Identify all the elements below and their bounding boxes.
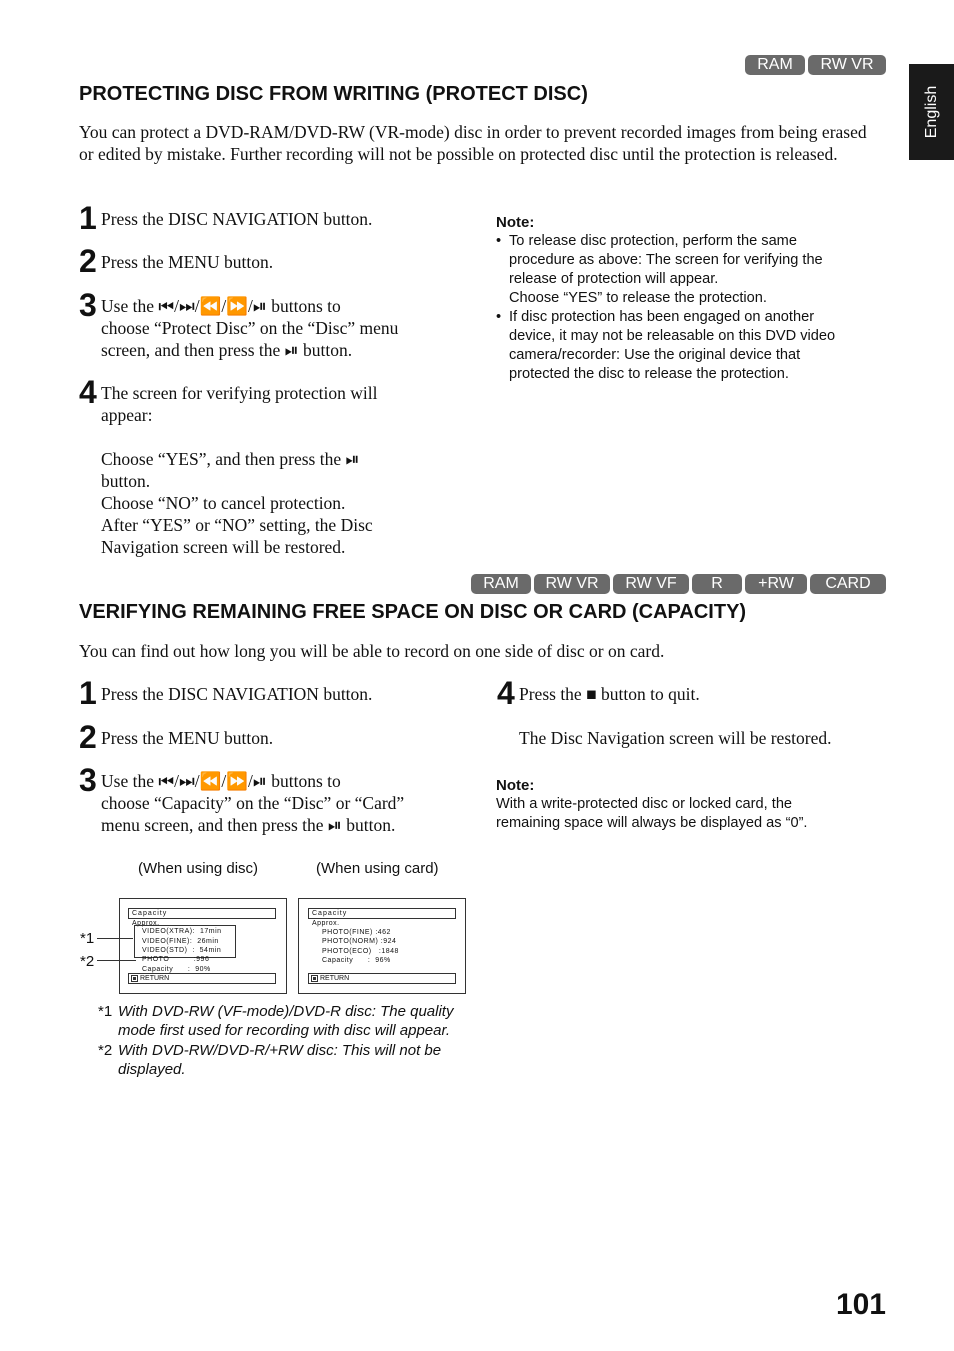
badge-rw-vr: RW VR: [534, 574, 610, 594]
step-text: Press the DISC NAVIGATION button.: [101, 684, 373, 704]
screen-line: VIDEO(XTRA): 17min: [142, 928, 222, 935]
return-label: RETURN: [320, 975, 350, 982]
step-text: The screen for verifying protection will appear: Choose “YES”, and then press the ⏯ button. Choose “NO” to cancel protection. After “YES” or “NO” setting, the Disc Navigation screen will be restored.: [101, 383, 378, 557]
section-heading: PROTECTING DISC FROM WRITING (PROTECT DISC): [79, 83, 588, 105]
step-text: Press the ■ button to quit.: [519, 684, 700, 704]
note-box: [496, 776, 876, 833]
footnote-text: With DVD-RW/DVD-R/+RW disc: This will not be displayed.: [118, 1042, 442, 1078]
return-bar: [128, 973, 276, 984]
media-type-badges: [471, 574, 886, 594]
callout-2: *2: [80, 953, 95, 970]
note-item: • If disc protection has been engaged on another device, it may not be releasable on this DVD video camera/recorder: Use the original device that protected the disc to release the protection.: [496, 308, 876, 384]
section-heading: VERIFYING REMAINING FREE SPACE ON DISC OR CARD (CAPACITY): [79, 601, 747, 623]
screen-line: PHOTO(NORM) :924: [322, 938, 397, 945]
screen-line: Capacity : 96%: [322, 957, 391, 964]
step-number: 2: [79, 243, 97, 279]
step-number: 3: [79, 762, 97, 798]
step-text: Press the DISC NAVIGATION button.: [101, 209, 373, 229]
intro-paragraph: You can protect a DVD-RAM/DVD-RW (VR-mode) disc in order to prevent recorded images from being erased or edited by mistake. Further recording will not be possible on protected disc until the protection is released.: [79, 122, 867, 164]
screen-line: PHOTO(ECO) :1848: [322, 947, 399, 955]
language-tab-label: English: [922, 85, 940, 139]
intro-paragraph: You can find out how long you will be able to record on one side of disc or on card.: [79, 641, 665, 661]
badge-plus-rw: +RW: [745, 574, 807, 594]
note-title: Note:: [496, 777, 535, 794]
step-text: Press the MENU button.: [101, 252, 274, 272]
screen-title: Capacity: [128, 908, 276, 919]
note-item: • To release disc protection, perform the same procedure as above: The screen for verifying the release of protection will appear. Choose “YES” to release the protection.: [496, 232, 876, 308]
caption-disc: (When using disc): [138, 860, 259, 877]
step-number: 1: [79, 200, 97, 236]
return-bar: [308, 973, 456, 984]
note-list: [496, 232, 876, 384]
screen-title: Capacity: [308, 908, 456, 919]
badge-ram: RAM: [745, 55, 805, 75]
footnote-text: With DVD-RW (VF-mode)/DVD-R disc: The quality mode first used for recording with disc will appear.: [118, 1003, 454, 1039]
step-text: Use the ⏮/⏭/⏪/⏩/⏯ buttons to choose “Capacity” on the “Disc” or “Card” menu screen, and then press the ⏯ button.: [101, 771, 405, 835]
step-number: 4: [79, 374, 97, 410]
step-number: 1: [79, 675, 97, 711]
capacity-screen-disc: [119, 898, 287, 994]
badge-rw-vr: RW VR: [808, 55, 886, 75]
screen-line: PHOTO(FINE) :462: [322, 928, 391, 936]
return-label: RETURN: [140, 975, 170, 982]
badge-card: CARD: [810, 574, 886, 594]
screen-approx: Approx.: [132, 920, 160, 927]
step-text: Use the ⏮/⏭/⏪/⏩/⏯ buttons to choose “Protect Disc” on the “Disc” menu screen, and then press the ⏯ button.: [101, 296, 399, 360]
step-number: 3: [79, 287, 97, 323]
page-number: 101: [835, 1288, 886, 1321]
callout-1-leader: [97, 938, 133, 939]
callout-1: *1: [80, 930, 95, 947]
badge-rw-vf: RW VF: [613, 574, 689, 594]
return-icon: [311, 975, 318, 982]
screen-line: VIDEO(FINE): 26min: [142, 937, 219, 945]
screen-approx: Approx.: [312, 920, 340, 927]
caption-card: (When using card): [316, 860, 439, 877]
footnote-1: [98, 1002, 478, 1042]
step-number: 2: [79, 719, 97, 755]
step-subtext: The Disc Navigation screen will be restored.: [519, 728, 832, 748]
step-text: Press the MENU button.: [101, 728, 274, 748]
note-text: With a write-protected disc or locked card, the remaining space will always be displayed as “0”.: [496, 796, 808, 831]
screen-line: Capacity : 90%: [142, 965, 211, 973]
footnote-mark: *1: [98, 1003, 113, 1020]
capacity-screen-card: [298, 898, 466, 994]
badge-ram: RAM: [471, 574, 531, 594]
callout-2-leader: [97, 960, 136, 961]
step-number: 4: [497, 675, 515, 711]
language-tab: [909, 64, 954, 160]
disc-type-badges: [745, 55, 886, 75]
badge-r: R: [692, 574, 742, 594]
note-box: [496, 213, 876, 384]
footnote-mark: *2: [98, 1042, 113, 1059]
note-title: Note:: [496, 214, 535, 231]
footnote-2: [98, 1041, 478, 1081]
return-icon: [131, 975, 138, 982]
screen-line: PHOTO :996: [142, 956, 210, 963]
screen-line: VIDEO(STD) : 54min: [142, 947, 222, 954]
